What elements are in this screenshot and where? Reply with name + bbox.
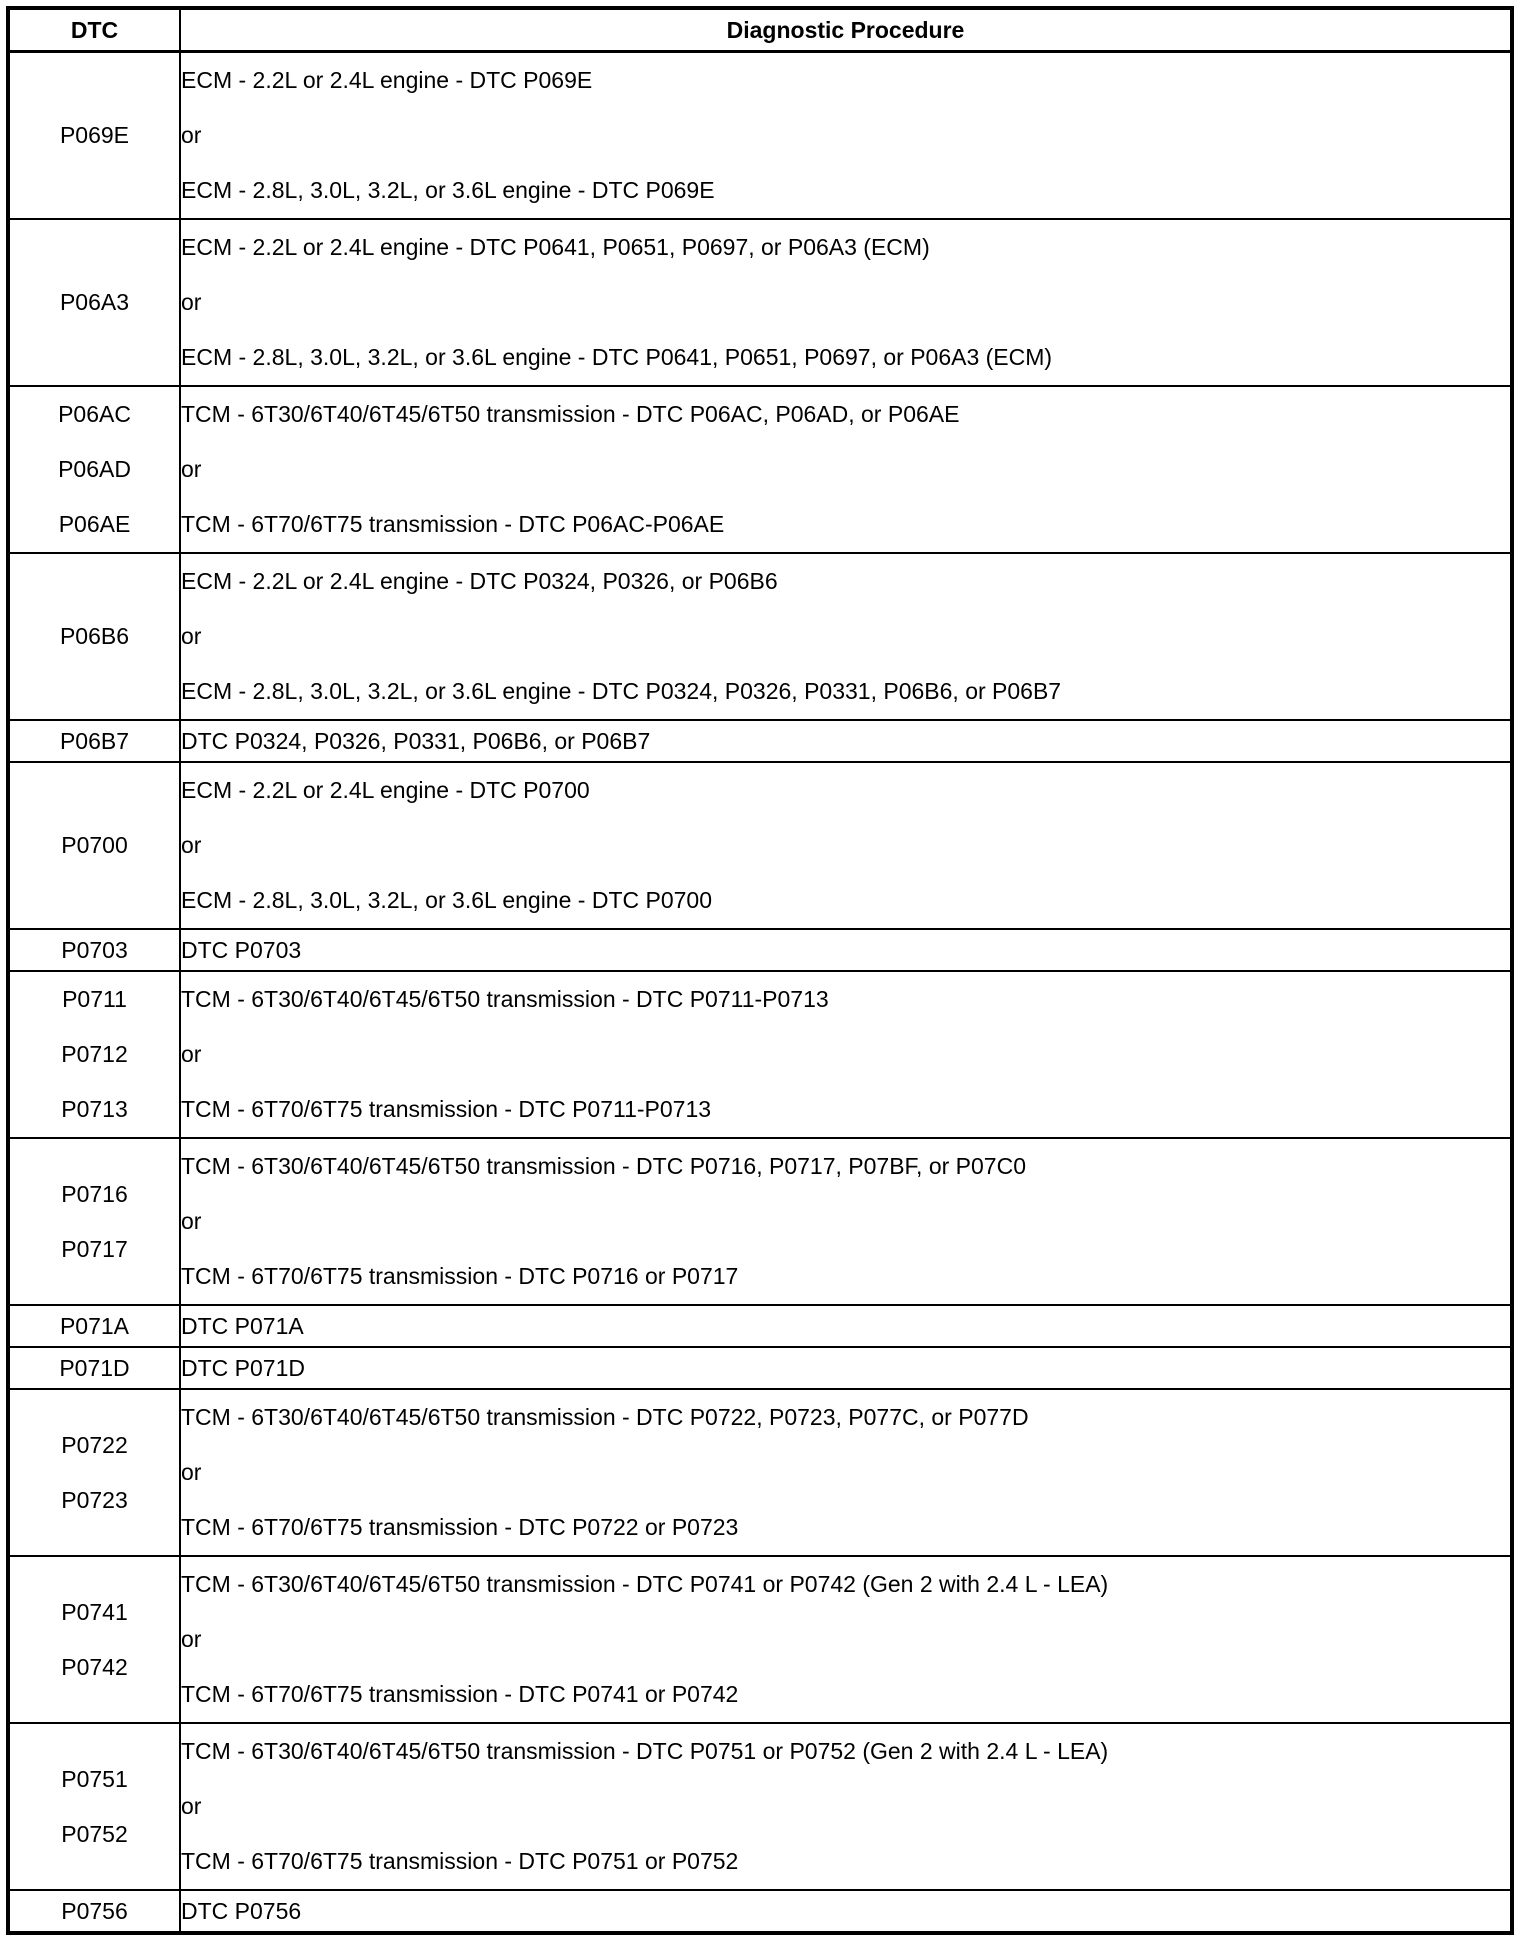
procedure-line: ECM - 2.2L or 2.4L engine - DTC P069E [181, 67, 593, 93]
dtc-code: P06B6 [59, 623, 130, 649]
procedure-cell [180, 971, 1512, 1138]
procedure-cell [180, 1347, 1512, 1389]
procedure-cell [180, 1556, 1512, 1723]
procedure-line: ECM - 2.8L, 3.0L, 3.2L, or 3.6L engine - DTC P069E [181, 177, 715, 203]
procedure-cell [180, 720, 1512, 762]
procedure-or-separator: or [181, 1793, 202, 1819]
dtc-code: P06A3 [59, 289, 130, 315]
dtc-code: P06AD [58, 456, 131, 482]
procedure-cell [180, 929, 1512, 971]
procedure-or-separator: or [181, 1041, 202, 1067]
procedure-or-separator: or [181, 832, 202, 858]
procedure-or-separator: or [181, 1208, 202, 1234]
table-row [8, 1347, 1512, 1389]
dtc-code: P0756 [61, 1898, 128, 1924]
table-row [8, 1138, 1512, 1305]
table-row [8, 1723, 1512, 1890]
procedure-cell [180, 1138, 1512, 1305]
table-row [8, 762, 1512, 929]
procedure-cell [180, 762, 1512, 929]
procedure-or-separator: or [181, 623, 202, 649]
table-row [8, 1389, 1512, 1556]
procedure-cell [180, 219, 1512, 386]
procedure-cell [180, 1389, 1512, 1556]
dtc-code: P0703 [61, 937, 128, 963]
dtc-cell [8, 1890, 180, 1933]
dtc-code: P0713 [61, 1096, 128, 1122]
procedure-line: TCM - 6T30/6T40/6T45/6T50 transmission - DTC P06AC, P06AD, or P06AE [181, 401, 960, 427]
procedure-line: TCM - 6T30/6T40/6T45/6T50 transmission - DTC P0751 or P0752 (Gen 2 with 2.4 L - LEA) [181, 1738, 1109, 1764]
procedure-or-separator: or [181, 456, 202, 482]
procedure-line: DTC P0703 [181, 937, 302, 963]
header-diagnostic-procedure: Diagnostic Procedure [180, 8, 1512, 52]
dtc-code: P0717 [61, 1235, 128, 1262]
procedure-line: TCM - 6T70/6T75 transmission - DTC P06AC-P06AE [181, 511, 725, 537]
table-row [8, 386, 1512, 553]
procedure-cell [180, 52, 1512, 220]
dtc-code: P0700 [61, 832, 128, 858]
table-row [8, 1305, 1512, 1347]
procedure-cell [180, 1890, 1512, 1933]
dtc-cell [8, 1347, 180, 1389]
dtc-code: P0751 [61, 1765, 128, 1792]
procedure-line: ECM - 2.2L or 2.4L engine - DTC P0700 [181, 777, 590, 803]
procedure-line: ECM - 2.8L, 3.0L, 3.2L, or 3.6L engine - DTC P0324, P0326, P0331, P06B6, or P06B7 [181, 678, 1062, 704]
procedure-line: ECM - 2.2L or 2.4L engine - DTC P0641, P0651, P0697, or P06A3 (ECM) [181, 234, 930, 260]
procedure-line: DTC P071A [181, 1313, 304, 1339]
header-dtc: DTC [8, 8, 180, 52]
procedure-line: TCM - 6T70/6T75 transmission - DTC P0716 or P0717 [181, 1263, 739, 1289]
dtc-cell [8, 1556, 180, 1723]
procedure-line: DTC P071D [181, 1355, 305, 1381]
dtc-cell [8, 929, 180, 971]
dtc-code: P0742 [61, 1653, 128, 1680]
table-row [8, 1890, 1512, 1933]
dtc-code: P0711 [62, 986, 127, 1012]
dtc-code: P069E [59, 122, 130, 148]
dtc-cell [8, 720, 180, 762]
procedure-cell [180, 1305, 1512, 1347]
dtc-cell [8, 1305, 180, 1347]
dtc-cell [8, 971, 180, 1138]
dtc-procedure-table [6, 6, 1514, 1935]
dtc-cell [8, 1389, 180, 1556]
table-row [8, 720, 1512, 762]
table-row [8, 219, 1512, 386]
table-header-row [8, 8, 1512, 52]
dtc-cell [8, 386, 180, 553]
procedure-or-separator: or [181, 1626, 202, 1652]
procedure-or-separator: or [181, 122, 202, 148]
dtc-code: P0716 [61, 1180, 128, 1207]
dtc-code: P071D [59, 1355, 130, 1381]
procedure-line: TCM - 6T30/6T40/6T45/6T50 transmission - DTC P0741 or P0742 (Gen 2 with 2.4 L - LEA) [181, 1571, 1109, 1597]
procedure-or-separator: or [181, 1459, 202, 1485]
procedure-cell [180, 553, 1512, 720]
procedure-cell [180, 1723, 1512, 1890]
dtc-cell [8, 1723, 180, 1890]
procedure-line: TCM - 6T30/6T40/6T45/6T50 transmission - DTC P0716, P0717, P07BF, or P07C0 [181, 1153, 1026, 1179]
table-row [8, 971, 1512, 1138]
procedure-line: TCM - 6T70/6T75 transmission - DTC P0741 or P0742 [181, 1681, 739, 1707]
dtc-cell [8, 553, 180, 720]
dtc-cell [8, 52, 180, 220]
dtc-code: P0723 [61, 1486, 128, 1513]
dtc-cell [8, 762, 180, 929]
procedure-line: ECM - 2.8L, 3.0L, 3.2L, or 3.6L engine - DTC P0641, P0651, P0697, or P06A3 (ECM) [181, 344, 1053, 370]
procedure-line: ECM - 2.2L or 2.4L engine - DTC P0324, P0326, or P06B6 [181, 568, 778, 594]
procedure-line: TCM - 6T70/6T75 transmission - DTC P0751 or P0752 [181, 1848, 739, 1874]
dtc-code: P06AE [58, 511, 131, 537]
table-row [8, 52, 1512, 220]
procedure-line: ECM - 2.8L, 3.0L, 3.2L, or 3.6L engine - DTC P0700 [181, 887, 712, 913]
procedure-line: TCM - 6T70/6T75 transmission - DTC P0722 or P0723 [181, 1514, 739, 1540]
dtc-code: P0752 [61, 1820, 128, 1847]
dtc-cell [8, 219, 180, 386]
procedure-line: TCM - 6T70/6T75 transmission - DTC P0711-P0713 [181, 1096, 712, 1122]
dtc-code: P0712 [61, 1041, 128, 1067]
dtc-code: P06AC [58, 401, 131, 427]
procedure-line: TCM - 6T30/6T40/6T45/6T50 transmission - DTC P0711-P0713 [181, 986, 829, 1012]
dtc-code: P0722 [61, 1431, 128, 1458]
table-row [8, 929, 1512, 971]
procedure-line: TCM - 6T30/6T40/6T45/6T50 transmission - DTC P0722, P0723, P077C, or P077D [181, 1404, 1029, 1430]
dtc-code: P0741 [61, 1598, 128, 1625]
procedure-line: DTC P0756 [181, 1898, 302, 1924]
table-body [8, 52, 1512, 1934]
table-row [8, 1556, 1512, 1723]
procedure-line: DTC P0324, P0326, P0331, P06B6, or P06B7 [181, 728, 651, 754]
procedure-cell [180, 386, 1512, 553]
dtc-code: P06B7 [59, 728, 130, 754]
dtc-cell [8, 1138, 180, 1305]
procedure-or-separator: or [181, 289, 202, 315]
dtc-code: P071A [59, 1313, 130, 1339]
table-row [8, 553, 1512, 720]
